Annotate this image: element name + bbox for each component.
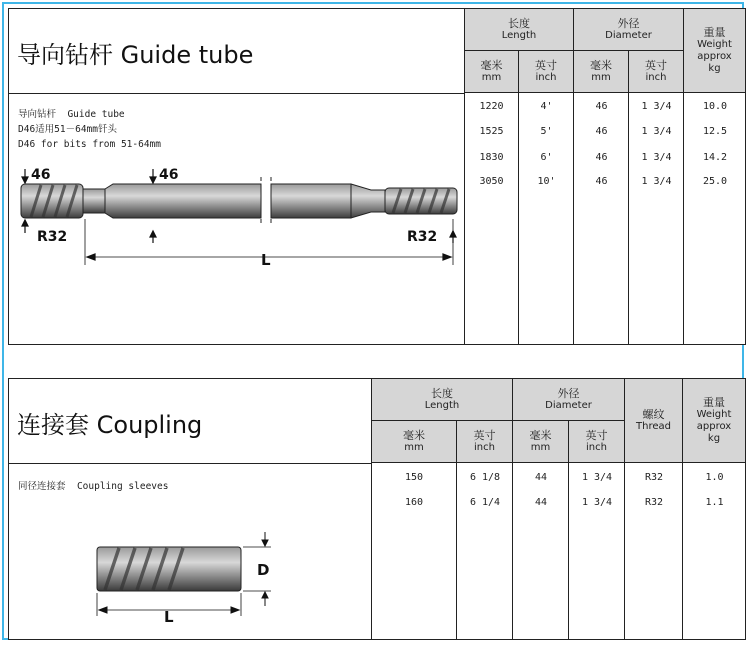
gt-diameter-header: 外径 Diameter [574, 9, 684, 51]
rod-body [105, 184, 261, 218]
gt-dia-inch-header: 英寸 inch [629, 51, 684, 93]
coupling-drawing [89, 524, 279, 624]
gt-desc-line2: D46适用51－64mm钎头 [18, 124, 117, 135]
cp-dia-mm-header: 毫米 mm [513, 421, 569, 463]
guide-tube-panel: 导向钻杆 Guide tube 长度 Length 外径 Diameter 重量 Weight approx kg 毫米 mm 英寸 inch 毫米 mm 英寸 inch 1220 4' 46 1 3/4 10.0 1525 5' 46 1 3/4 12.5 1830 6' 46 1 3/4 14.2 3050 10' 46 1 3/4 25.0 导向钻杆 Guide tube D46适用51－64mm钎头 D46 for bits from 51-64mm 46 46 R32 R32 L [8, 8, 746, 345]
gt-weight-header: 重量 Weight approx kg [684, 9, 746, 93]
cp-length-mm-header: 毫米 mm [371, 421, 457, 463]
guide-tube-drawing [9, 159, 464, 269]
gt-dia-mm-header: 毫米 mm [574, 51, 629, 93]
gt-length-header: 长度 Length [464, 9, 574, 51]
gt-length-label: L [261, 251, 271, 269]
gt-thread-right-label: R32 [407, 229, 438, 245]
coupling-title: 连接套 Coupling [17, 411, 203, 439]
cp-dia-inch-header: 英寸 inch [569, 421, 625, 463]
gt-dia-left-label: 46 [31, 167, 51, 183]
gt-desc-line3: D46 for bits from 51-64mm [18, 139, 161, 150]
gt-desc-line1: 导向钻杆 Guide tube [18, 109, 125, 120]
guide-tube-title: 导向钻杆 Guide tube [17, 41, 254, 69]
cp-length-inch-header: 英寸 inch [457, 421, 513, 463]
cp-length-label: L [164, 608, 174, 624]
coupling-desc: 同径连接套 Coupling sleeves [18, 481, 169, 492]
gt-dia-mid-label: 46 [159, 167, 179, 183]
cp-diameter-label: D [257, 561, 270, 579]
cp-length-header: 长度 Length [371, 379, 513, 421]
cp-thread-header: 螺纹 Thread [625, 379, 683, 463]
cp-weight-header: 重量 Weight approx kg [683, 379, 746, 463]
cp-diameter-header: 外径 Diameter [513, 379, 625, 421]
coupling-panel: 连接套 Coupling 长度 Length 外径 Diameter 螺纹 Thread 重量 Weight approx kg 毫米 mm 英寸 inch 毫米 mm 英寸 inch 150 6 1/8 44 1 3/4 R32 1.0 160 6 1/4 44 1 3/4 R32 1.1 同径连接套 Coupling sleeves D L [8, 378, 746, 640]
gt-length-mm-header: 毫米 mm [464, 51, 519, 93]
gt-thread-left-label: R32 [37, 229, 68, 245]
gt-length-inch-header: 英寸 inch [519, 51, 574, 93]
